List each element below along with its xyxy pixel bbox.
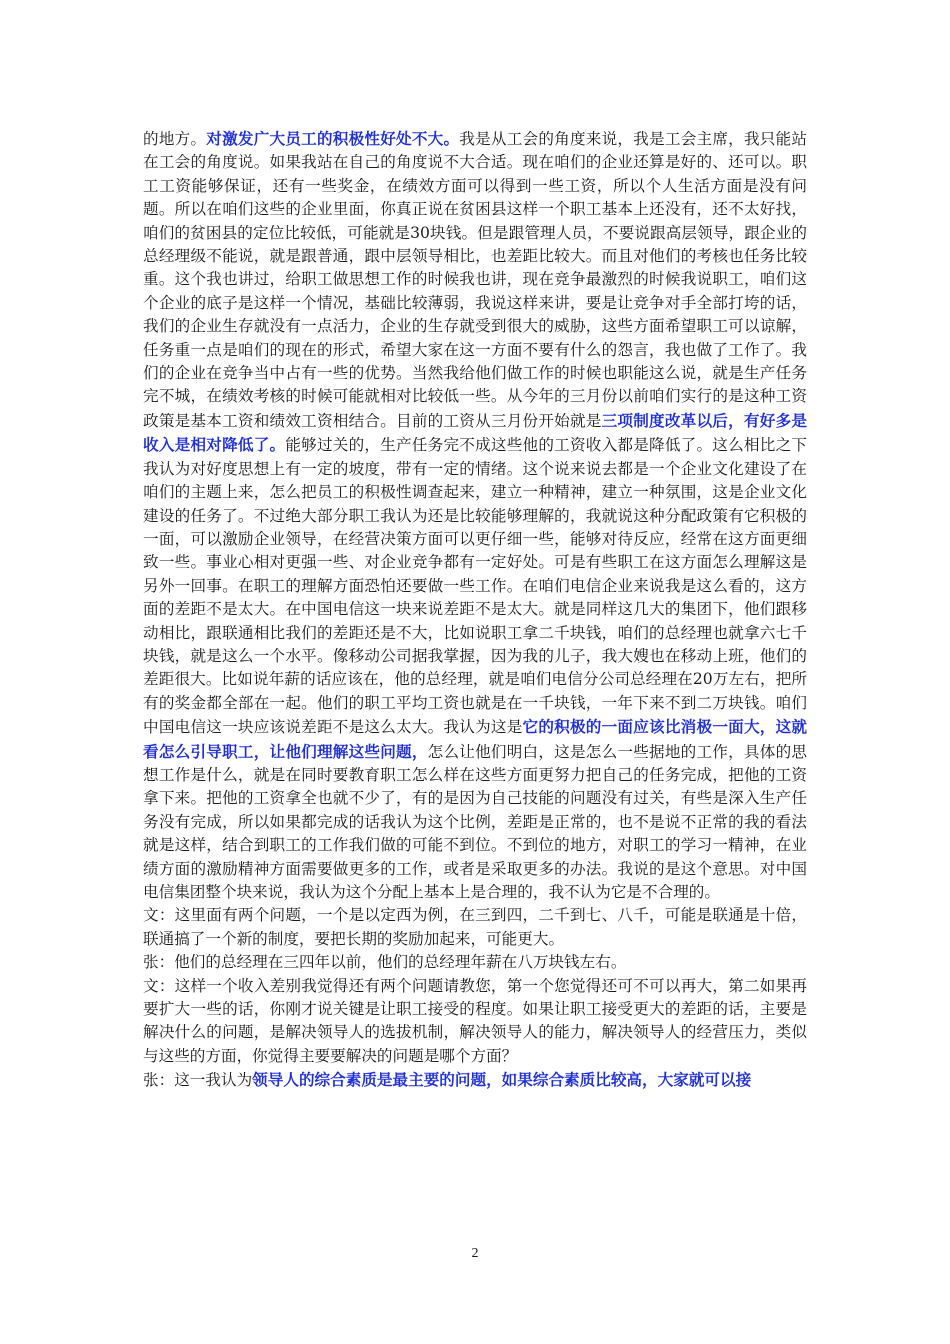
document-body	[143, 127, 807, 1093]
page-number: 2	[471, 1246, 479, 1261]
text-segment: 的地方。	[143, 130, 207, 148]
text-segment: 能够过关的，生产任务完不成这些他的工资收入都是降低了。这么相比之下我认为对好度思想上有一定的坡度，带有一定的情绪。这个说来说去都是一个企业文化建设了在咱们的主题上来，怎么把员工的积极性调查起来，建立一种精神，建立一种氛围，这是企业文化建设的任务了。不过绝大部分职工我认为还是比较能够理解的，我就说这种分配政策有它积极的一面，可以激励企业领导，在经营决策方面可以更仔细一些，能够对待反应，经常在这方面更细致一些。事业心相对更强一些、对企业竞争都有一定好处。可是有些职工在这方面怎么理解这是另外一回事。在职工的理解方面恐怕还要做一些工作。在咱们电信企业来说我是这么看的，这方面的差距不是太大。在中国电信这一块来说差距不是太大。就是同样这几大的集团下，他们跟移动相比，跟联通相比我们的差距还是不大，比如说职工拿二千块钱，咱们的总经理也就拿六七千块钱，就是这么一个水平。像移动公司据我掌握，因为我的儿子，我大嫂也在移动上班，他们的差距很大。比如说年薪的话应该在，他的总经理，就是咱们电信分公司总经理在20万左右，把所有的奖金都全部在一起。他们的职工平均工资也就是在一千块钱，一年下来不到二万块钱。咱们中国电信这一块应该说差距不是这么太大。我认为这是	[143, 436, 807, 737]
paragraph-zhang-answer-2	[143, 1068, 807, 1092]
highlighted-text: 三项制度改革以后，有好多是收入是相对降低了。	[143, 410, 807, 455]
highlighted-text: 对激发广大员工的积极性好处不大。	[206, 129, 460, 148]
highlighted-text: 它的积极的一面应该比消极一面大，这就看怎么引导职工，让他们理解这些问题，	[143, 717, 807, 761]
text-segment: 怎么让他们明白，这是怎么一些据地的工作，具体的思想工作是什么，就是在同时要教育职工怎么样在这些方面更努力把自己的任务完成，把他的工资拿下来。把他的工资拿全也就不少了，有的是因为自己技能的问题没有过关，有些是深入生产任务没有完成，所以如果都完成的话我认为这个比例，差距是正常的，也不是说不正常的我的看法就是这样，结合到职工的工作我们做的可能不到位。不到位的地方，对职工的学习一精神，在业绩方面的激励精神方面需要做更多的工作，或者是采取更多的办法。我说的是这个意思。对中国电信集团整个块来说，我认为这个分配上基本上是合理的，我不认为它是不合理的。	[143, 742, 807, 901]
paragraph-zhang-answer: 张：他们的总经理在三四年以前，他们的总经理年薪在八万块钱左右。	[143, 953, 627, 972]
paragraph-1	[143, 127, 807, 904]
paragraph-wen-question-2: 文：这样一个收入差别我觉得还有两个问题请教您，第一个您觉得还可不可以再大，第二如果再要扩大一些的话，你刚才说关键是让职工接受的程度。如果让职工接受更大的差距的话，主要是解决什么的问题，是解决领导人的选拔机制，解决领导人的能力，解决领导人的经营压力，类似与这些的方面，你觉得主要要解决的问题是哪个方面？	[143, 976, 807, 1065]
text-segment: 我是从工会的角度来说，我是工会主席，我只能站在工会的角度说。如果我站在自己的角度说不大合适。现在咱们的企业还算是好的、还可以。职工工资能够保证，还有一些奖金，在绩效方面可以得到一些工资，所以个人生活方面是没有问题。所以在咱们这些的企业里面，你真正说在贫困县这样一个职工基本上还没有，还不太好找，咱们的贫困县的定位比较低，可能就是30块钱。但是跟管理人员，不要说跟高层领导，跟企业的总经理级不能说，就是跟普通，跟中层领导相比，也差距比较大。而且对他们的考核也任务比较重。这个我也讲过，给职工做思想工作的时候我也讲，现在竞争最激烈的时候我说职工，咱们这个企业的底子是这样一个情况，基础比较薄弱，我说这样来讲，要是让竞争对手全部打垮的话，我们的企业生存就没有一点活力，企业的生存就受到很大的威胁，这些方面希望职工可以谅解，任务重一点是咱们的现在的形式，希望大家在这一方面不要有什么的怨言，我也做了工作了。我们的企业在竞争当中占有一些的优势。当然我给他们做工作的时候也职能这么说，就是生产任务完不城，在绩效考核的时候可能就相对比较低一些。从今年的三月份以前咱们实行的是这种工资政策是基本工资和绩效工资相结合。目前的工资从三月份开始就是	[143, 130, 807, 430]
text-segment: 张：这一我认为	[143, 1071, 253, 1090]
paragraph-wen-question: 文：这里面有两个问题，一个是以定西为例，在三到四，二千到七、八千，可能是联通是十倍，联通搞了一个新的制度，要把长期的奖励加起来，可能更大。	[143, 906, 807, 948]
highlighted-text: 领导人的综合素质是最主要的问题，如果综合素质比较高，大家就可以接	[252, 1070, 752, 1090]
